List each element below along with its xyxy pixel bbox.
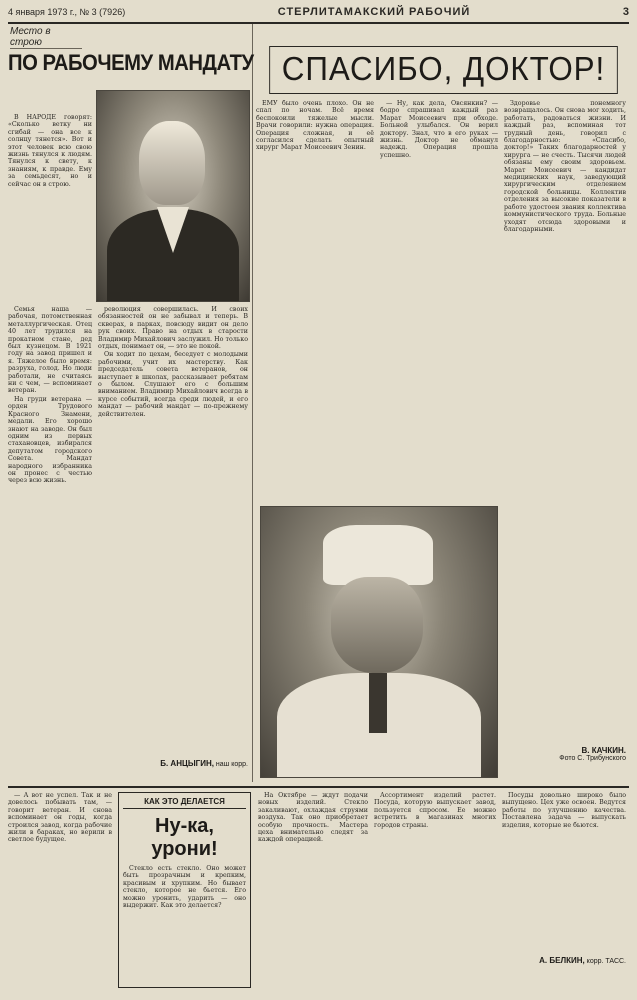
right-column-1: [256, 100, 374, 500]
left-paragraph-b: Семья наша — рабочая, потомственная металлургическая. Отец 40 лет трудился на прокатном стане, дед был кузнецом. В 1921 году на завод пришел и я. Тяжелое было время: разруха, голод. Но люди работали, не считаясь ни с чем, — вспоминает ветеран.: [8, 306, 92, 395]
doctor-tie: [369, 673, 387, 733]
bottom-column-3: [502, 792, 626, 952]
bottom-byline: [502, 956, 626, 965]
doctor-cap: [323, 525, 433, 585]
masthead: [8, 6, 629, 24]
left-byline-role: наш корр.: [215, 761, 248, 768]
doctor-photo: [260, 506, 498, 778]
left-paragraph-e: Он ходит по цехам, беседует с молодыми рабочими, учит их мастерству. Как председатель совета ветеранов, он выступает в школах, рассказывает ребятам о былом. Слушают его с большим вниманием. Владимир Михайлович всегда в курсе событий, всегда среди людей, и его мандат — рабочий мандат — по-прежнему действителен.: [98, 351, 248, 418]
right-paragraph-b: — Ну, как дела, Овсянкин? — бодро спрашивал каждый раз Марат Моисеевич при обходе. Больной улыбался. Он верил доктору. Знал, что в его руках — жизнь. Доктор не обманул надежд. Операция прошла успешно.: [380, 100, 498, 159]
veteran-portrait-photo: [96, 90, 250, 302]
bottom-paragraph-1: На Октябре — ждут подачи новых изделий. Стекло закаливают, охлаждая струями воздуха. Так оно приобретает особую прочность. Мастера цеха внимательно следят за каждой операцией.: [258, 792, 368, 844]
left-column-2: [98, 306, 248, 746]
right-paragraph-c: Здоровье понемногу возвращалось. Он снова мог ходить, работать, радоваться жизни. И каждый раз, вспоминая тот трудный день, говорил с благодарностью: «Спасибо, доктор!» Таких благодарностей у хирурга — не счесть. Тысячи людей обязаны ему своим здоровьем. Марат Моисеевич — кандидат медицинских наук, заведующий хирургическим отделением городской больницы. Коллектив отделения за высокие показатели в работе удостоен звания коллектива коммунистического труда. Больные уходят отсюда здоровыми и благодарными.: [504, 100, 626, 233]
paper-name: СТЕРЛИТАМАКСКИЙ РАБОЧИЙ: [277, 6, 471, 18]
bottom-column-2: [374, 792, 496, 988]
bottom-left-column: [8, 792, 112, 988]
left-paragraph-d: революция совершилась. И своих обязанностей он не забывал и теперь. В скверах, в парках, повсюду видит он дело рук своих. Право на отдых в старости Владимир Михайлович заслужил. Но только отдых, понимает он, — это не покой.: [98, 306, 248, 351]
right-byline-photo-credit: Фото С. Трибунского: [559, 755, 626, 762]
right-article: [256, 24, 629, 782]
page-number: 3: [622, 6, 629, 18]
left-column-1b: [8, 306, 92, 776]
bottom-byline-name: А. БЕЛКИН,: [539, 956, 585, 965]
feature-box: [118, 792, 251, 988]
portrait-head: [139, 121, 205, 205]
bottom-left-paragraph: — А вот не успел. Так и не довелось побывать там, — говорит ветеран. И снова вспоминает он годы, когда строился завод, когда рабочие жили в бараках, но верили в светлое будущее.: [8, 792, 112, 844]
left-article: [8, 24, 253, 782]
left-rubric: Место в строю: [10, 26, 82, 49]
right-paragraph-a: ЕМУ было очень плохо. Он не спал по ночам. Всё время беспокоили тяжелые мысли. Врачи говорили: нужна операция. Операция сложная, и её согласился сделать опытный хирург Марат Моисеевич Зенин.: [256, 100, 374, 152]
left-paragraph-a: В НАРОДЕ говорят: «Сколько ветку ни сгибай — она все к солнцу тянется». Вот и этот человек всю свою жизнь тянулся к людям. Тянулся к свету, к знаниям, к правде. Ему за семьдесят, но и сейчас он в строю.: [8, 114, 92, 188]
left-byline-name: Б. АНЦЫГИН,: [160, 759, 214, 768]
bottom-headline: Ну-ка, урони!: [151, 815, 218, 860]
bottom-byline-role: корр. ТАСС.: [586, 958, 626, 965]
left-paragraph-c: На груди ветерана — орден Трудового Красного Знамени, медали. Его хорошо знают на заводе. Он был одним из первых стахановцев, избирался депутатом городского Совета. Мандат народного избранника он пронес с честью через всю жизнь.: [8, 395, 92, 485]
issue-date: 4 января 1973 г., № 3 (7926): [8, 7, 126, 17]
right-column-2: [380, 100, 498, 500]
right-headline: СПАСИБО, ДОКТОР!: [269, 46, 618, 94]
doctor-face: [331, 577, 423, 673]
feature-paragraph: Стекло есть стекло. Оно может быть прозрачным и крепким, красивым и хрупким. Но бывает стекло, которое не бьется. Его можно уронить, ударить — оно выдержит. Как это делается?: [123, 865, 246, 910]
bottom-column-1: [258, 792, 368, 988]
left-byline: [158, 759, 248, 768]
right-byline: [502, 746, 626, 762]
right-column-3: [504, 100, 626, 740]
feature-box-text: [123, 865, 246, 1000]
bottom-rubric: КАК ЭТО ДЕЛАЕТСЯ: [123, 797, 246, 809]
bottom-paragraph-3: Посуды довольно широко было выпущено. Цех уже освоен. Ведутся работы по улучшению качества. Поставлена задача — выпускать изделия, которые не бьются.: [502, 792, 626, 829]
bottom-section: [8, 786, 629, 996]
bottom-paragraph-2: Ассортимент изделий растет. Посуда, которую выпускает завод, пользуется спросом. Ее можно встретить в магазинах многих городов страны.: [374, 792, 496, 829]
left-column-1: [8, 114, 92, 300]
right-byline-name: В. КАЧКИН.: [581, 746, 626, 755]
left-headline: ПО РАБОЧЕМУ МАНДАТУ: [8, 50, 254, 75]
